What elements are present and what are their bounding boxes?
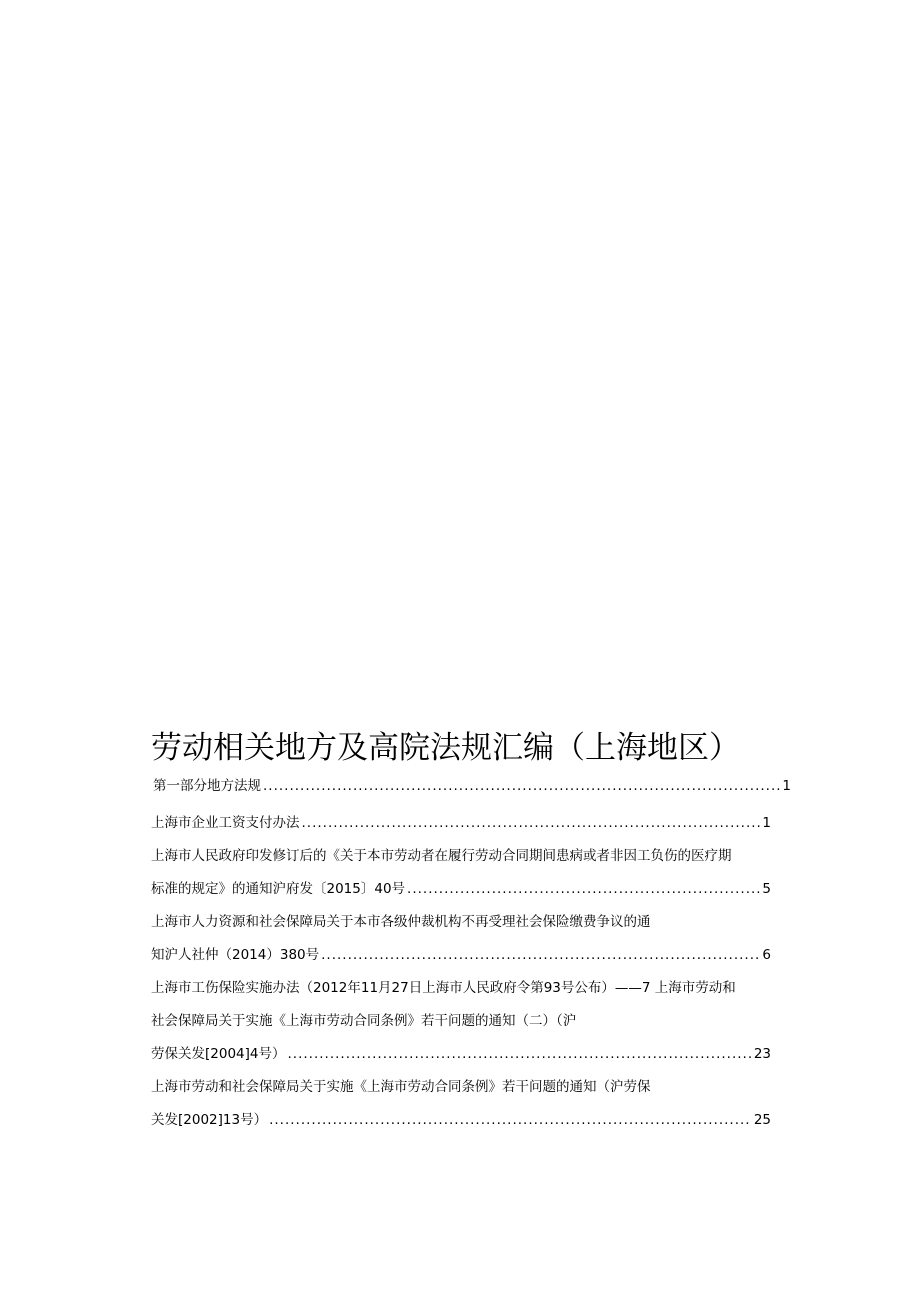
- toc-entry-5-line1[interactable]: 上海市劳动和社会保障局关于实施《上海市劳动合同条例》若干问题的通知（沪劳保: [151, 1079, 651, 1095]
- toc-leader-dots: [407, 879, 760, 899]
- toc-entry-4-line2[interactable]: 社会保障局关于实施《上海市劳动合同条例》若干问题的通知（二）（沪: [151, 1013, 577, 1029]
- toc-page-number: 5: [762, 881, 771, 897]
- toc-entry-text: 标准的规定》的通知沪府发〔2015〕40号: [151, 881, 406, 897]
- toc-entry-1[interactable]: [151, 813, 771, 833]
- toc-entry-2-line2[interactable]: [151, 879, 771, 899]
- toc-leader-dots: [269, 1110, 752, 1130]
- toc-entry-text: 上海市企业工资支付办法: [151, 815, 300, 831]
- toc-page-number: 25: [753, 1112, 771, 1128]
- toc-entry-3-line2[interactable]: [151, 945, 771, 965]
- toc-leader-dots: [287, 1044, 751, 1064]
- toc-entry-4-line3[interactable]: [151, 1044, 771, 1064]
- toc-page-number: 1: [762, 815, 771, 831]
- toc-leader-dots: [263, 776, 780, 796]
- toc-page-number: 6: [762, 947, 771, 963]
- toc-entry-4-line1[interactable]: 上海市工伤保险实施办法（2012年11月27日上海市人民政府令第93号公布）——7 上海市劳动和: [151, 980, 736, 996]
- toc-entry-3-line1[interactable]: 上海市人力资源和社会保障局关于本市各级仲裁机构不再受理社会保险缴费争议的通: [151, 914, 651, 930]
- toc-page-number: 23: [753, 1046, 771, 1062]
- toc-entry-text: 知沪人社仲（2014）380号: [151, 947, 320, 963]
- toc-leader-dots: [302, 813, 761, 833]
- toc-leader-dots: [321, 945, 760, 965]
- toc-entry-part1[interactable]: [153, 776, 791, 796]
- toc-entry-5-line2[interactable]: [151, 1110, 771, 1130]
- toc-page-number: 1: [782, 778, 791, 794]
- toc-entry-text: 第一部分地方法规: [153, 778, 261, 794]
- document-title: 劳动相关地方及高院法规汇编（上海地区）: [151, 730, 740, 766]
- toc-entry-2-line1[interactable]: 上海市人民政府印发修订后的《关于本市劳动者在履行劳动合同期间患病或者非因工负伤的医疗期: [151, 848, 732, 864]
- toc-entry-text: 劳保关发[2004]4号）: [151, 1046, 286, 1062]
- toc-entry-text: 关发[2002]13号）: [151, 1112, 268, 1128]
